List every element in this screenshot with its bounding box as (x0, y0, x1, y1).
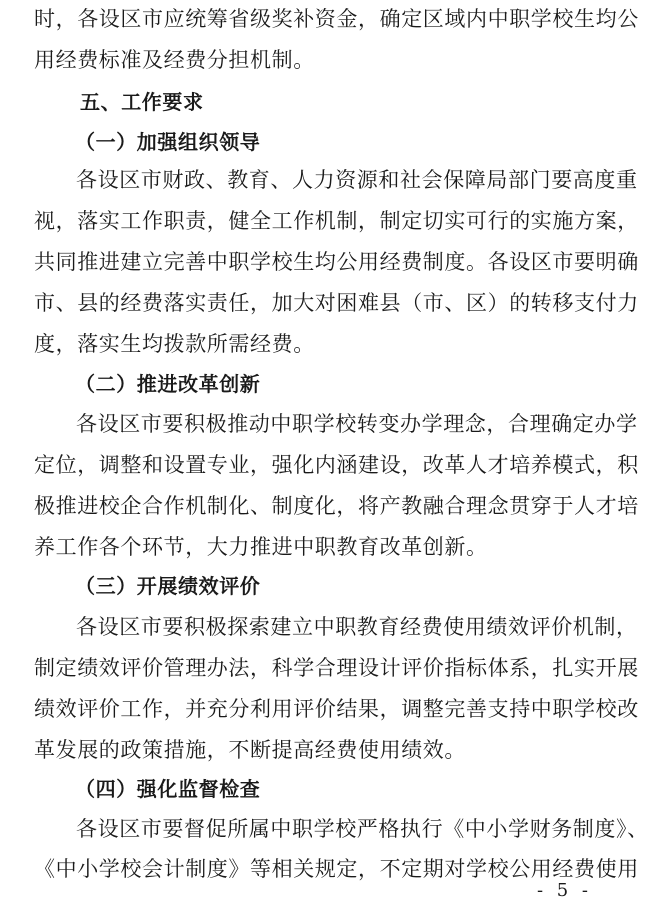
paragraph-line: 各设区市要督促所属中职学校严格执行《中小学财务制度》、 (76, 817, 649, 841)
paragraph-line: 各设区市财政、教育、人力资源和社会保障局部门要高度重 (76, 168, 638, 192)
paragraph-line: 养工作各个环节，大力推进中职教育改革创新。 (34, 535, 488, 559)
paragraph-line: 极推进校企合作机制化、制度化，将产教融合理念贯穿于人才培 (34, 494, 639, 518)
paragraph-line: 视，落实工作职责，健全工作机制，制定切实可行的实施方案， (34, 209, 639, 233)
paragraph-line: 各设区市要积极推动中职学校转变办学理念，合理确定办学 (76, 412, 638, 436)
paragraph-line: 市、县的经费落实责任，加大对困难县（市、区）的转移支付力 (34, 291, 639, 315)
paragraph-line: 共同推进建立完善中职学校生均公用经费制度。各设区市要明确 (34, 250, 639, 274)
page-number: - 5 - (536, 880, 592, 901)
section-heading: 五、工作要求 (80, 90, 204, 114)
subsection-heading: （二）推进改革创新 (75, 372, 261, 396)
paragraph-line: 制定绩效评价管理办法，科学合理设计评价指标体系，扎实开展 (34, 656, 639, 680)
paragraph-line: 《中小学校会计制度》等相关规定，不定期对学校公用经费使用 (34, 857, 639, 881)
paragraph-line: 时，各设区市应统筹省级奖补资金，确定区域内中职学校生均公 (34, 7, 639, 31)
subsection-heading: （一）加强组织领导 (75, 130, 261, 154)
paragraph-line: 度，落实生均拨款所需经费。 (34, 332, 315, 356)
subsection-heading: （三）开展绩效评价 (75, 574, 261, 598)
paragraph-line: 定位，调整和设置专业，强化内涵建设，改革人才培养模式，积 (34, 453, 639, 477)
paragraph-line: 各设区市要积极探索建立中职教育经费使用绩效评价机制， (76, 615, 638, 639)
paragraph-line: 革发展的政策措施，不断提高经费使用绩效。 (34, 738, 466, 762)
paragraph-line: 用经费标准及经费分担机制。 (34, 48, 315, 72)
paragraph-line: 绩效评价工作，并充分利用评价结果，调整完善支持中职学校改 (34, 697, 639, 721)
subsection-heading: （四）强化监督检查 (75, 777, 261, 801)
